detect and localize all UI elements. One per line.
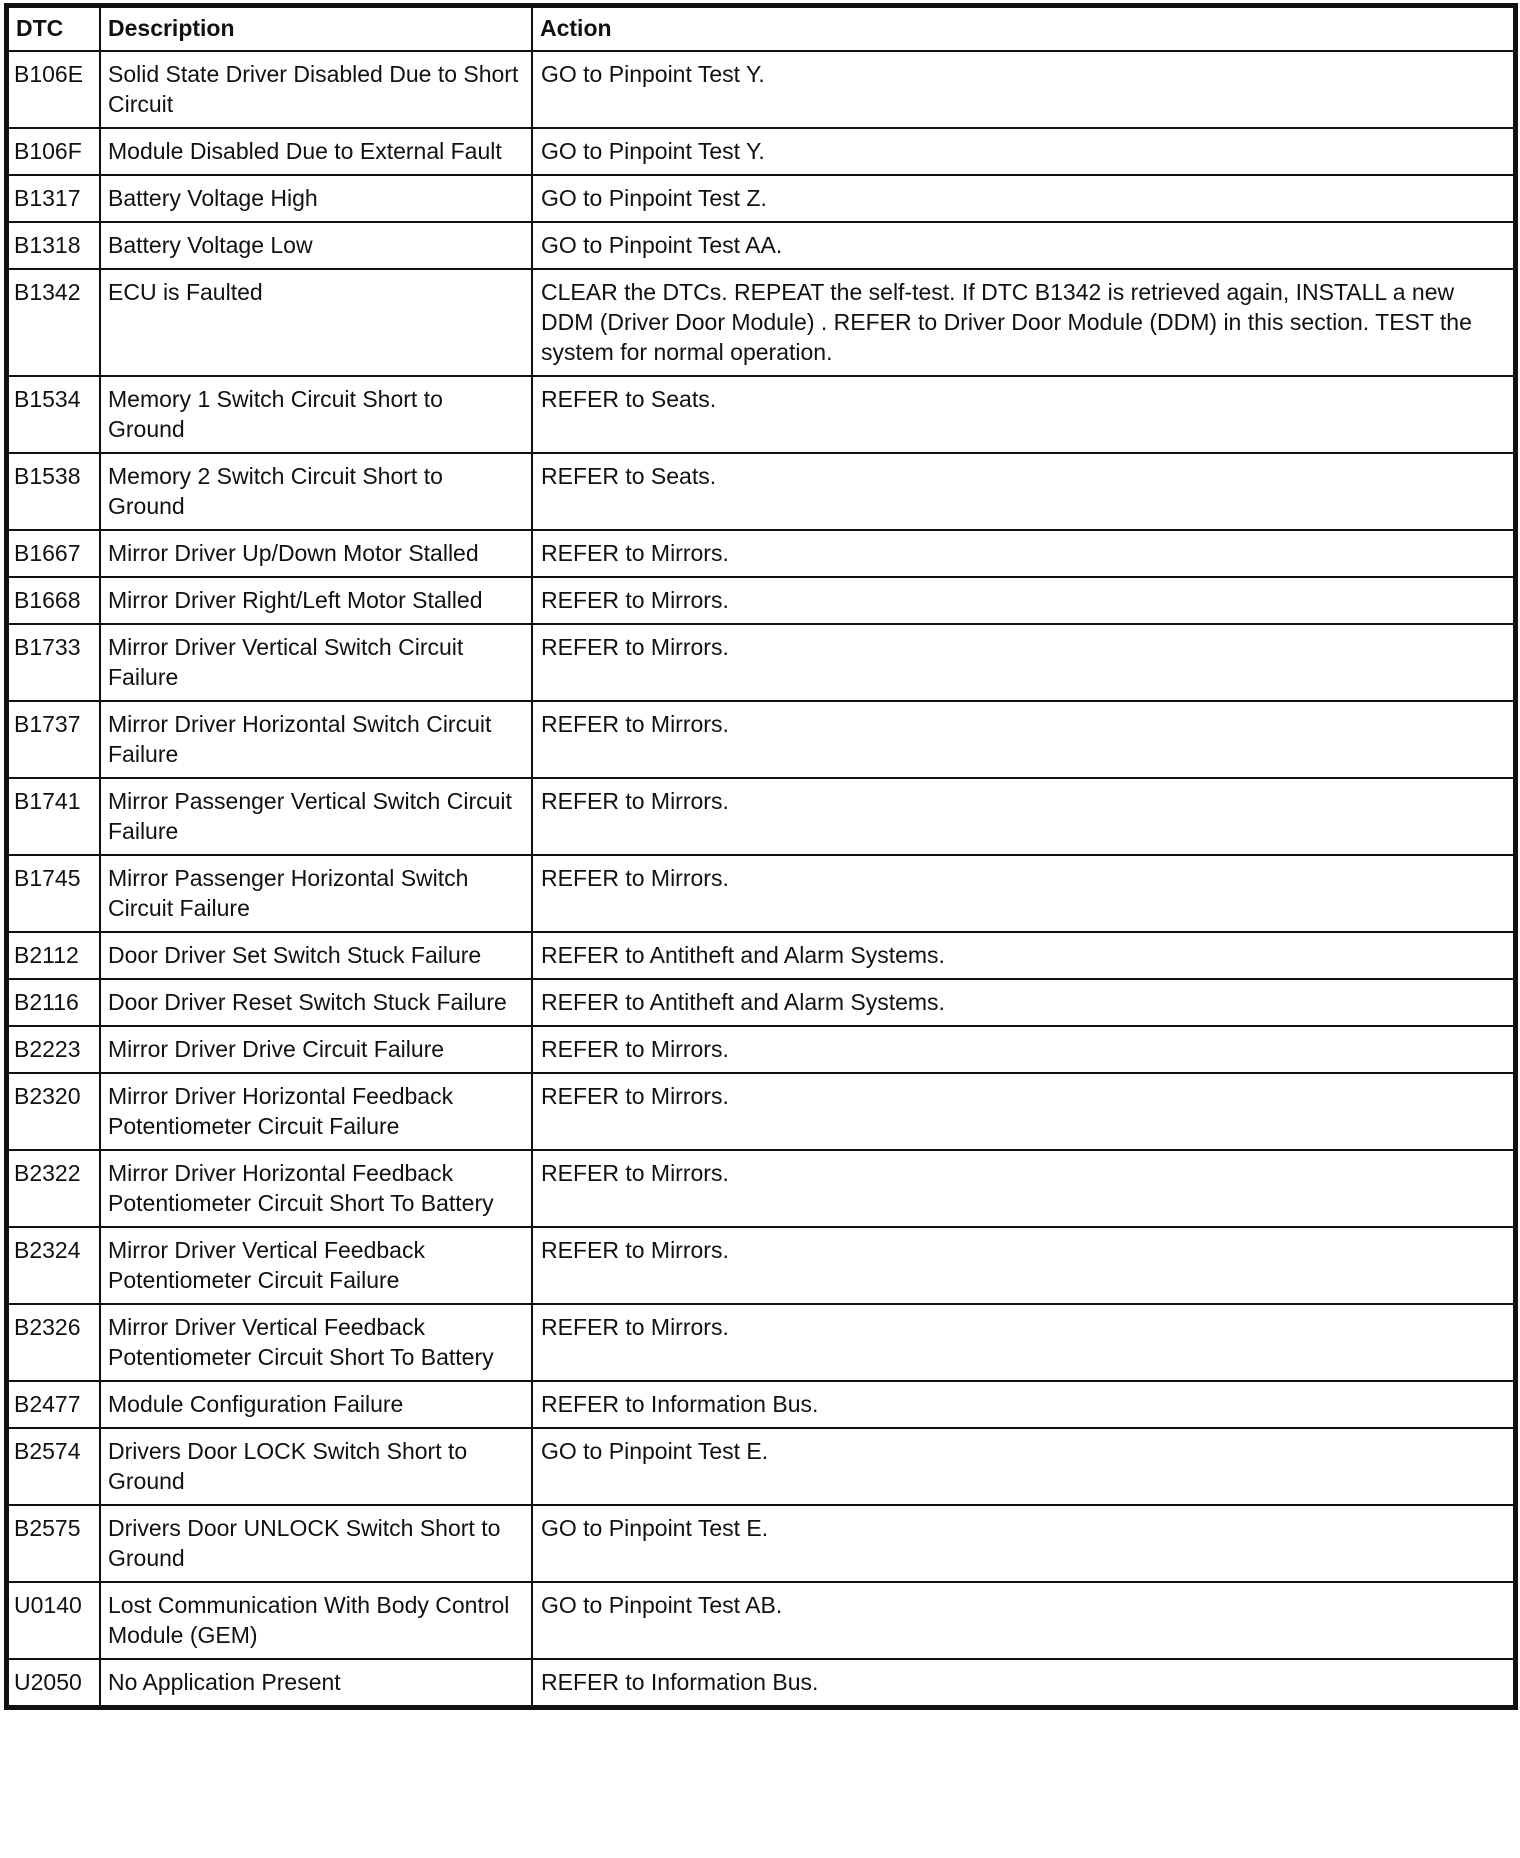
action-cell: REFER to Mirrors. (532, 624, 1514, 701)
table-row (8, 932, 1514, 979)
action-cell: REFER to Seats. (532, 453, 1514, 530)
description-cell: Drivers Door UNLOCK Switch Short to Ground (100, 1505, 532, 1582)
table-row (8, 1150, 1514, 1227)
action-cell: REFER to Mirrors. (532, 778, 1514, 855)
action-cell: REFER to Mirrors. (532, 701, 1514, 778)
table-row (8, 128, 1514, 175)
table-row (8, 577, 1514, 624)
action-cell: REFER to Information Bus. (532, 1381, 1514, 1428)
table-row (8, 222, 1514, 269)
dtc-code-cell: B2574 (8, 1428, 100, 1505)
header-row (8, 7, 1514, 51)
header-dtc: DTC (8, 7, 100, 51)
description-cell: Mirror Passenger Vertical Switch Circuit Failure (100, 778, 532, 855)
dtc-code-cell: U2050 (8, 1659, 100, 1706)
description-cell: Mirror Driver Horizontal Feedback Potentiometer Circuit Failure (100, 1073, 532, 1150)
action-cell: REFER to Mirrors. (532, 1227, 1514, 1304)
description-cell: Module Configuration Failure (100, 1381, 532, 1428)
description-cell: Mirror Driver Drive Circuit Failure (100, 1026, 532, 1073)
table-row (8, 376, 1514, 453)
action-cell: REFER to Information Bus. (532, 1659, 1514, 1706)
table-row (8, 979, 1514, 1026)
dtc-code-cell: B2320 (8, 1073, 100, 1150)
description-cell: No Application Present (100, 1659, 532, 1706)
action-cell: REFER to Mirrors. (532, 1073, 1514, 1150)
dtc-code-cell: B1741 (8, 778, 100, 855)
table-row (8, 453, 1514, 530)
dtc-code-cell: B2112 (8, 932, 100, 979)
description-cell: Door Driver Reset Switch Stuck Failure (100, 979, 532, 1026)
action-cell: REFER to Seats. (532, 376, 1514, 453)
description-cell: Mirror Driver Vertical Feedback Potentiometer Circuit Failure (100, 1227, 532, 1304)
dtc-code-cell: B1737 (8, 701, 100, 778)
table-row (8, 1073, 1514, 1150)
header-action: Action (532, 7, 1514, 51)
dtc-code-cell: B1667 (8, 530, 100, 577)
table-row (8, 530, 1514, 577)
description-cell: Battery Voltage Low (100, 222, 532, 269)
description-cell: Lost Communication With Body Control Module (GEM) (100, 1582, 532, 1659)
dtc-code-cell: B106F (8, 128, 100, 175)
dtc-table (7, 6, 1515, 1707)
dtc-code-cell: B1538 (8, 453, 100, 530)
dtc-code-cell: B1733 (8, 624, 100, 701)
action-cell: REFER to Antitheft and Alarm Systems. (532, 979, 1514, 1026)
dtc-code-cell: B106E (8, 51, 100, 128)
dtc-code-cell: B2477 (8, 1381, 100, 1428)
dtc-code-cell: B1318 (8, 222, 100, 269)
dtc-code-cell: B2116 (8, 979, 100, 1026)
description-cell: Memory 1 Switch Circuit Short to Ground (100, 376, 532, 453)
description-cell: Module Disabled Due to External Fault (100, 128, 532, 175)
action-cell: GO to Pinpoint Test E. (532, 1505, 1514, 1582)
description-cell: Battery Voltage High (100, 175, 532, 222)
dtc-code-cell: B1668 (8, 577, 100, 624)
description-cell: Drivers Door LOCK Switch Short to Ground (100, 1428, 532, 1505)
action-cell: GO to Pinpoint Test E. (532, 1428, 1514, 1505)
dtc-code-cell: B1342 (8, 269, 100, 376)
dtc-code-cell: B2322 (8, 1150, 100, 1227)
dtc-code-cell: U0140 (8, 1582, 100, 1659)
table-row (8, 1304, 1514, 1381)
table-row (8, 175, 1514, 222)
dtc-code-cell: B2326 (8, 1304, 100, 1381)
table-row (8, 1428, 1514, 1505)
header-description: Description (100, 7, 532, 51)
table-row (8, 1026, 1514, 1073)
dtc-code-cell: B2223 (8, 1026, 100, 1073)
action-cell: GO to Pinpoint Test Y. (532, 128, 1514, 175)
table-row (8, 269, 1514, 376)
description-cell: Mirror Driver Right/Left Motor Stalled (100, 577, 532, 624)
table-row (8, 855, 1514, 932)
action-cell: GO to Pinpoint Test AA. (532, 222, 1514, 269)
description-cell: Mirror Driver Up/Down Motor Stalled (100, 530, 532, 577)
table-row (8, 778, 1514, 855)
action-cell: GO to Pinpoint Test Z. (532, 175, 1514, 222)
table-row (8, 1582, 1514, 1659)
description-cell: Solid State Driver Disabled Due to Short Circuit (100, 51, 532, 128)
description-cell: Mirror Passenger Horizontal Switch Circuit Failure (100, 855, 532, 932)
action-cell: REFER to Mirrors. (532, 577, 1514, 624)
action-cell: REFER to Mirrors. (532, 855, 1514, 932)
table-header (8, 7, 1514, 51)
action-cell: REFER to Mirrors. (532, 530, 1514, 577)
table-row (8, 1505, 1514, 1582)
table-row (8, 51, 1514, 128)
dtc-code-cell: B1534 (8, 376, 100, 453)
dtc-code-cell: B1745 (8, 855, 100, 932)
action-cell: CLEAR the DTCs. REPEAT the self-test. If DTC B1342 is retrieved again, INSTALL a new DDM (Driver Door Module) . REFER to Driver Door Module (DDM) in this section. TEST the system for normal operation. (532, 269, 1514, 376)
table-row (8, 624, 1514, 701)
table-row (8, 1381, 1514, 1428)
dtc-code-cell: B2324 (8, 1227, 100, 1304)
description-cell: Memory 2 Switch Circuit Short to Ground (100, 453, 532, 530)
table-body (8, 51, 1514, 1706)
description-cell: Mirror Driver Horizontal Feedback Potentiometer Circuit Short To Battery (100, 1150, 532, 1227)
table-row (8, 701, 1514, 778)
description-cell: Mirror Driver Horizontal Switch Circuit Failure (100, 701, 532, 778)
table-row (8, 1659, 1514, 1706)
dtc-code-cell: B2575 (8, 1505, 100, 1582)
dtc-code-cell: B1317 (8, 175, 100, 222)
description-cell: Door Driver Set Switch Stuck Failure (100, 932, 532, 979)
table-row (8, 1227, 1514, 1304)
action-cell: REFER to Mirrors. (532, 1026, 1514, 1073)
action-cell: GO to Pinpoint Test AB. (532, 1582, 1514, 1659)
description-cell: ECU is Faulted (100, 269, 532, 376)
action-cell: REFER to Mirrors. (532, 1304, 1514, 1381)
description-cell: Mirror Driver Vertical Switch Circuit Failure (100, 624, 532, 701)
action-cell: REFER to Mirrors. (532, 1150, 1514, 1227)
action-cell: REFER to Antitheft and Alarm Systems. (532, 932, 1514, 979)
description-cell: Mirror Driver Vertical Feedback Potentiometer Circuit Short To Battery (100, 1304, 532, 1381)
action-cell: GO to Pinpoint Test Y. (532, 51, 1514, 128)
